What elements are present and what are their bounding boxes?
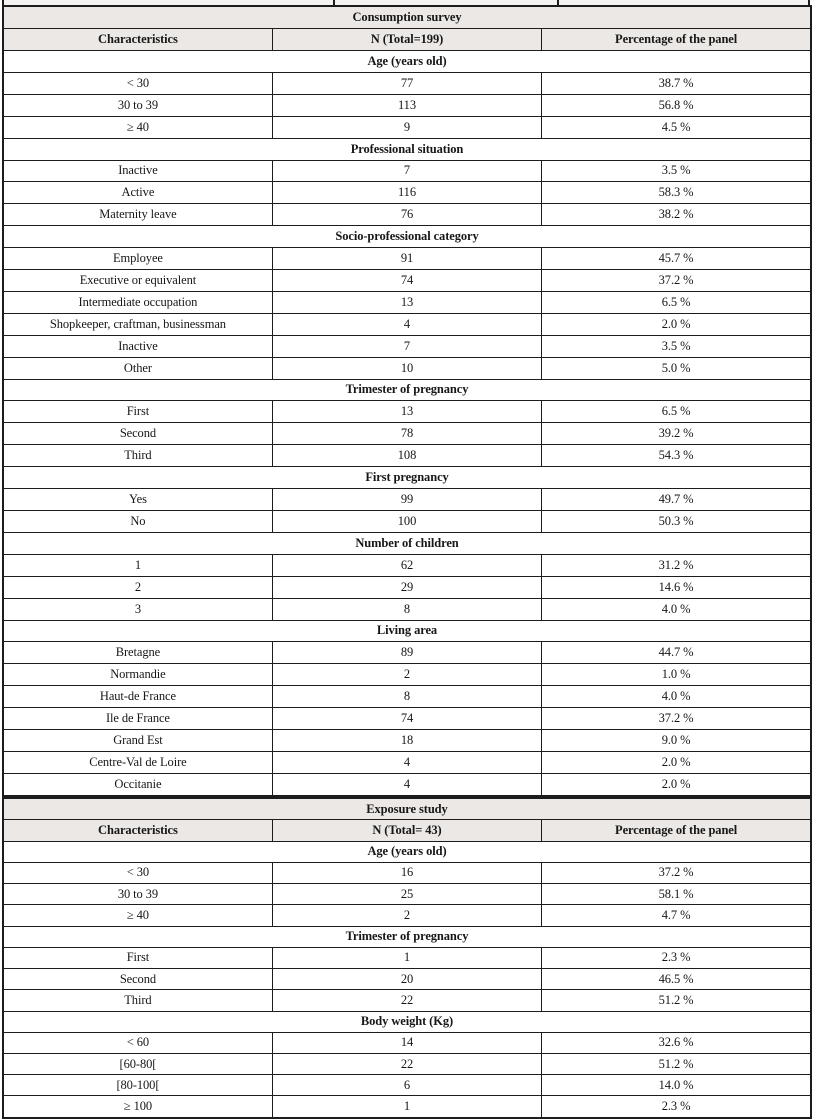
cell-percentage: 49.7 % xyxy=(542,489,811,511)
cell-characteristic: < 60 xyxy=(3,1032,272,1053)
cell-characteristic: 3 xyxy=(3,598,272,620)
table-row xyxy=(3,686,811,708)
cell-n: 89 xyxy=(272,642,541,664)
section-header-row xyxy=(3,926,811,947)
cell-n: 74 xyxy=(272,708,541,730)
cell-characteristic: ≥ 100 xyxy=(3,1096,272,1118)
exposure-study-table xyxy=(2,797,812,1119)
cell-characteristic: Bretagne xyxy=(3,642,272,664)
cell-percentage: 1.0 % xyxy=(542,664,811,686)
cell-percentage: 2.0 % xyxy=(542,313,811,335)
cell-percentage: 39.2 % xyxy=(542,423,811,445)
cell-characteristic: Active xyxy=(3,182,272,204)
cell-characteristic: 2 xyxy=(3,576,272,598)
cell-characteristic: 30 to 39 xyxy=(3,94,272,116)
cell-n: 7 xyxy=(272,160,541,182)
cell-characteristic: First xyxy=(3,401,272,423)
cell-n: 108 xyxy=(272,445,541,467)
section-header: Age (years old) xyxy=(3,50,811,72)
cell-percentage: 2.3 % xyxy=(542,947,811,968)
cell-n: 62 xyxy=(272,554,541,576)
cell-characteristic: 30 to 39 xyxy=(3,884,272,905)
cell-n: 113 xyxy=(272,94,541,116)
cell-n: 2 xyxy=(272,905,541,926)
cell-n: 4 xyxy=(272,751,541,773)
cell-percentage: 54.3 % xyxy=(542,445,811,467)
table-row xyxy=(3,664,811,686)
section-header: Age (years old) xyxy=(3,841,811,862)
cell-n: 9 xyxy=(272,116,541,138)
cell-characteristic: < 30 xyxy=(3,72,272,94)
cell-n: 13 xyxy=(272,291,541,313)
cell-characteristic: Yes xyxy=(3,489,272,511)
cell-n: 14 xyxy=(272,1032,541,1053)
cell-n: 29 xyxy=(272,576,541,598)
table-title-row xyxy=(3,798,811,820)
cell-percentage: 44.7 % xyxy=(542,642,811,664)
section-header: Trimester of pregnancy xyxy=(3,379,811,401)
cell-percentage: 5.0 % xyxy=(542,357,811,379)
cell-characteristic: Inactive xyxy=(3,160,272,182)
cell-characteristic: Grand Est xyxy=(3,730,272,752)
cell-characteristic: [80-100[ xyxy=(3,1075,272,1096)
column-header: Percentage of the panel xyxy=(542,820,811,841)
table-row xyxy=(3,72,811,94)
cell-n: 99 xyxy=(272,489,541,511)
table-row xyxy=(3,773,811,796)
section-header-row xyxy=(3,379,811,401)
table-row xyxy=(3,884,811,905)
column-header-row xyxy=(3,29,811,51)
section-header: Living area xyxy=(3,620,811,642)
table-row xyxy=(3,248,811,270)
cell-n: 7 xyxy=(272,335,541,357)
cell-percentage: 37.2 % xyxy=(542,270,811,292)
cell-characteristic: Ile de France xyxy=(3,708,272,730)
cell-characteristic: [60-80[ xyxy=(3,1053,272,1074)
section-header-row xyxy=(3,467,811,489)
table-row xyxy=(3,401,811,423)
table-row xyxy=(3,598,811,620)
table-row xyxy=(3,445,811,467)
section-header: Professional situation xyxy=(3,138,811,160)
cell-percentage: 4.7 % xyxy=(542,905,811,926)
table-row xyxy=(3,335,811,357)
section-header: First pregnancy xyxy=(3,467,811,489)
table-title: Consumption survey xyxy=(3,6,811,29)
cell-characteristic: Second xyxy=(3,423,272,445)
cell-characteristic: Haut-de France xyxy=(3,686,272,708)
table-row xyxy=(3,947,811,968)
cell-percentage: 38.2 % xyxy=(542,204,811,226)
table-row xyxy=(3,313,811,335)
cell-percentage: 51.2 % xyxy=(542,1053,811,1074)
cell-characteristic: Inactive xyxy=(3,335,272,357)
section-header-row xyxy=(3,1011,811,1032)
cell-percentage: 32.6 % xyxy=(542,1032,811,1053)
cell-characteristic: First xyxy=(3,947,272,968)
table-row xyxy=(3,554,811,576)
cell-n: 77 xyxy=(272,72,541,94)
cell-percentage: 6.5 % xyxy=(542,401,811,423)
cell-percentage: 4.5 % xyxy=(542,116,811,138)
cell-characteristic: Third xyxy=(3,445,272,467)
section-header-row xyxy=(3,138,811,160)
cell-n: 76 xyxy=(272,204,541,226)
consumption-survey-table xyxy=(2,5,812,797)
cell-n: 18 xyxy=(272,730,541,752)
cell-characteristic: ≥ 40 xyxy=(3,116,272,138)
cell-n: 1 xyxy=(272,1096,541,1118)
table-row xyxy=(3,182,811,204)
column-header: Characteristics xyxy=(3,29,272,51)
table-row xyxy=(3,576,811,598)
table-row xyxy=(3,511,811,533)
column-header-row xyxy=(3,820,811,841)
table-row xyxy=(3,1032,811,1053)
cell-n: 116 xyxy=(272,182,541,204)
cell-percentage: 2.3 % xyxy=(542,1096,811,1118)
cell-characteristic: Other xyxy=(3,357,272,379)
cell-n: 22 xyxy=(272,990,541,1011)
section-header-row xyxy=(3,50,811,72)
cell-n: 4 xyxy=(272,773,541,796)
cell-n: 22 xyxy=(272,1053,541,1074)
cell-n: 74 xyxy=(272,270,541,292)
column-header: N (Total=199) xyxy=(272,29,541,51)
section-header: Trimester of pregnancy xyxy=(3,926,811,947)
table-row xyxy=(3,160,811,182)
cell-characteristic: ≥ 40 xyxy=(3,905,272,926)
table-row xyxy=(3,204,811,226)
table-row xyxy=(3,489,811,511)
table-row xyxy=(3,905,811,926)
cell-n: 6 xyxy=(272,1075,541,1096)
cell-characteristic: No xyxy=(3,511,272,533)
cell-n: 13 xyxy=(272,401,541,423)
cell-percentage: 46.5 % xyxy=(542,969,811,990)
cell-percentage: 31.2 % xyxy=(542,554,811,576)
table-row xyxy=(3,423,811,445)
column-header: Characteristics xyxy=(3,820,272,841)
section-header-row xyxy=(3,841,811,862)
cell-percentage: 3.5 % xyxy=(542,160,811,182)
table-row xyxy=(3,642,811,664)
cell-percentage: 37.2 % xyxy=(542,708,811,730)
table-row xyxy=(3,751,811,773)
table-row xyxy=(3,708,811,730)
cell-n: 91 xyxy=(272,248,541,270)
tables-root xyxy=(0,5,815,1119)
cell-percentage: 45.7 % xyxy=(542,248,811,270)
cell-characteristic: Maternity leave xyxy=(3,204,272,226)
cell-percentage: 6.5 % xyxy=(542,291,811,313)
table-title: Exposure study xyxy=(3,798,811,820)
cell-n: 1 xyxy=(272,947,541,968)
cell-percentage: 2.0 % xyxy=(542,751,811,773)
table-row xyxy=(3,1096,811,1118)
clipped-row-fragment xyxy=(2,0,810,5)
column-divider xyxy=(333,0,335,5)
cell-percentage: 9.0 % xyxy=(542,730,811,752)
cell-n: 16 xyxy=(272,862,541,883)
column-header: N (Total= 43) xyxy=(272,820,541,841)
table-row xyxy=(3,357,811,379)
cell-percentage: 4.0 % xyxy=(542,598,811,620)
cell-percentage: 58.1 % xyxy=(542,884,811,905)
cell-characteristic: Third xyxy=(3,990,272,1011)
cell-characteristic: Normandie xyxy=(3,664,272,686)
cell-percentage: 51.2 % xyxy=(542,990,811,1011)
cell-characteristic: Centre-Val de Loire xyxy=(3,751,272,773)
cell-percentage: 14.0 % xyxy=(542,1075,811,1096)
table-row xyxy=(3,862,811,883)
table-row xyxy=(3,990,811,1011)
table-row xyxy=(3,270,811,292)
cell-n: 10 xyxy=(272,357,541,379)
cell-percentage: 3.5 % xyxy=(542,335,811,357)
column-header: Percentage of the panel xyxy=(542,29,811,51)
cell-characteristic: Second xyxy=(3,969,272,990)
section-header: Socio-professional category xyxy=(3,226,811,248)
cell-n: 100 xyxy=(272,511,541,533)
cell-characteristic: Shopkeeper, craftman, businessman xyxy=(3,313,272,335)
cell-characteristic: Executive or equivalent xyxy=(3,270,272,292)
cell-percentage: 58.3 % xyxy=(542,182,811,204)
cell-characteristic: < 30 xyxy=(3,862,272,883)
cell-n: 25 xyxy=(272,884,541,905)
table-row xyxy=(3,969,811,990)
cell-percentage: 37.2 % xyxy=(542,862,811,883)
cell-n: 20 xyxy=(272,969,541,990)
cell-percentage: 4.0 % xyxy=(542,686,811,708)
section-header-row xyxy=(3,532,811,554)
cell-n: 4 xyxy=(272,313,541,335)
table-row xyxy=(3,291,811,313)
column-divider xyxy=(557,0,559,5)
section-header: Body weight (Kg) xyxy=(3,1011,811,1032)
table-row xyxy=(3,116,811,138)
table-title-row xyxy=(3,6,811,29)
table-row xyxy=(3,730,811,752)
cell-characteristic: 1 xyxy=(3,554,272,576)
table-row xyxy=(3,1075,811,1096)
cell-percentage: 2.0 % xyxy=(542,773,811,796)
section-header: Number of children xyxy=(3,532,811,554)
table-row xyxy=(3,1053,811,1074)
table-row xyxy=(3,94,811,116)
cell-percentage: 50.3 % xyxy=(542,511,811,533)
cell-characteristic: Occitanie xyxy=(3,773,272,796)
cell-percentage: 56.8 % xyxy=(542,94,811,116)
section-header-row xyxy=(3,620,811,642)
cell-n: 78 xyxy=(272,423,541,445)
cell-percentage: 38.7 % xyxy=(542,72,811,94)
section-header-row xyxy=(3,226,811,248)
cell-characteristic: Employee xyxy=(3,248,272,270)
cell-n: 8 xyxy=(272,598,541,620)
cell-percentage: 14.6 % xyxy=(542,576,811,598)
cell-characteristic: Intermediate occupation xyxy=(3,291,272,313)
cell-n: 8 xyxy=(272,686,541,708)
cell-n: 2 xyxy=(272,664,541,686)
